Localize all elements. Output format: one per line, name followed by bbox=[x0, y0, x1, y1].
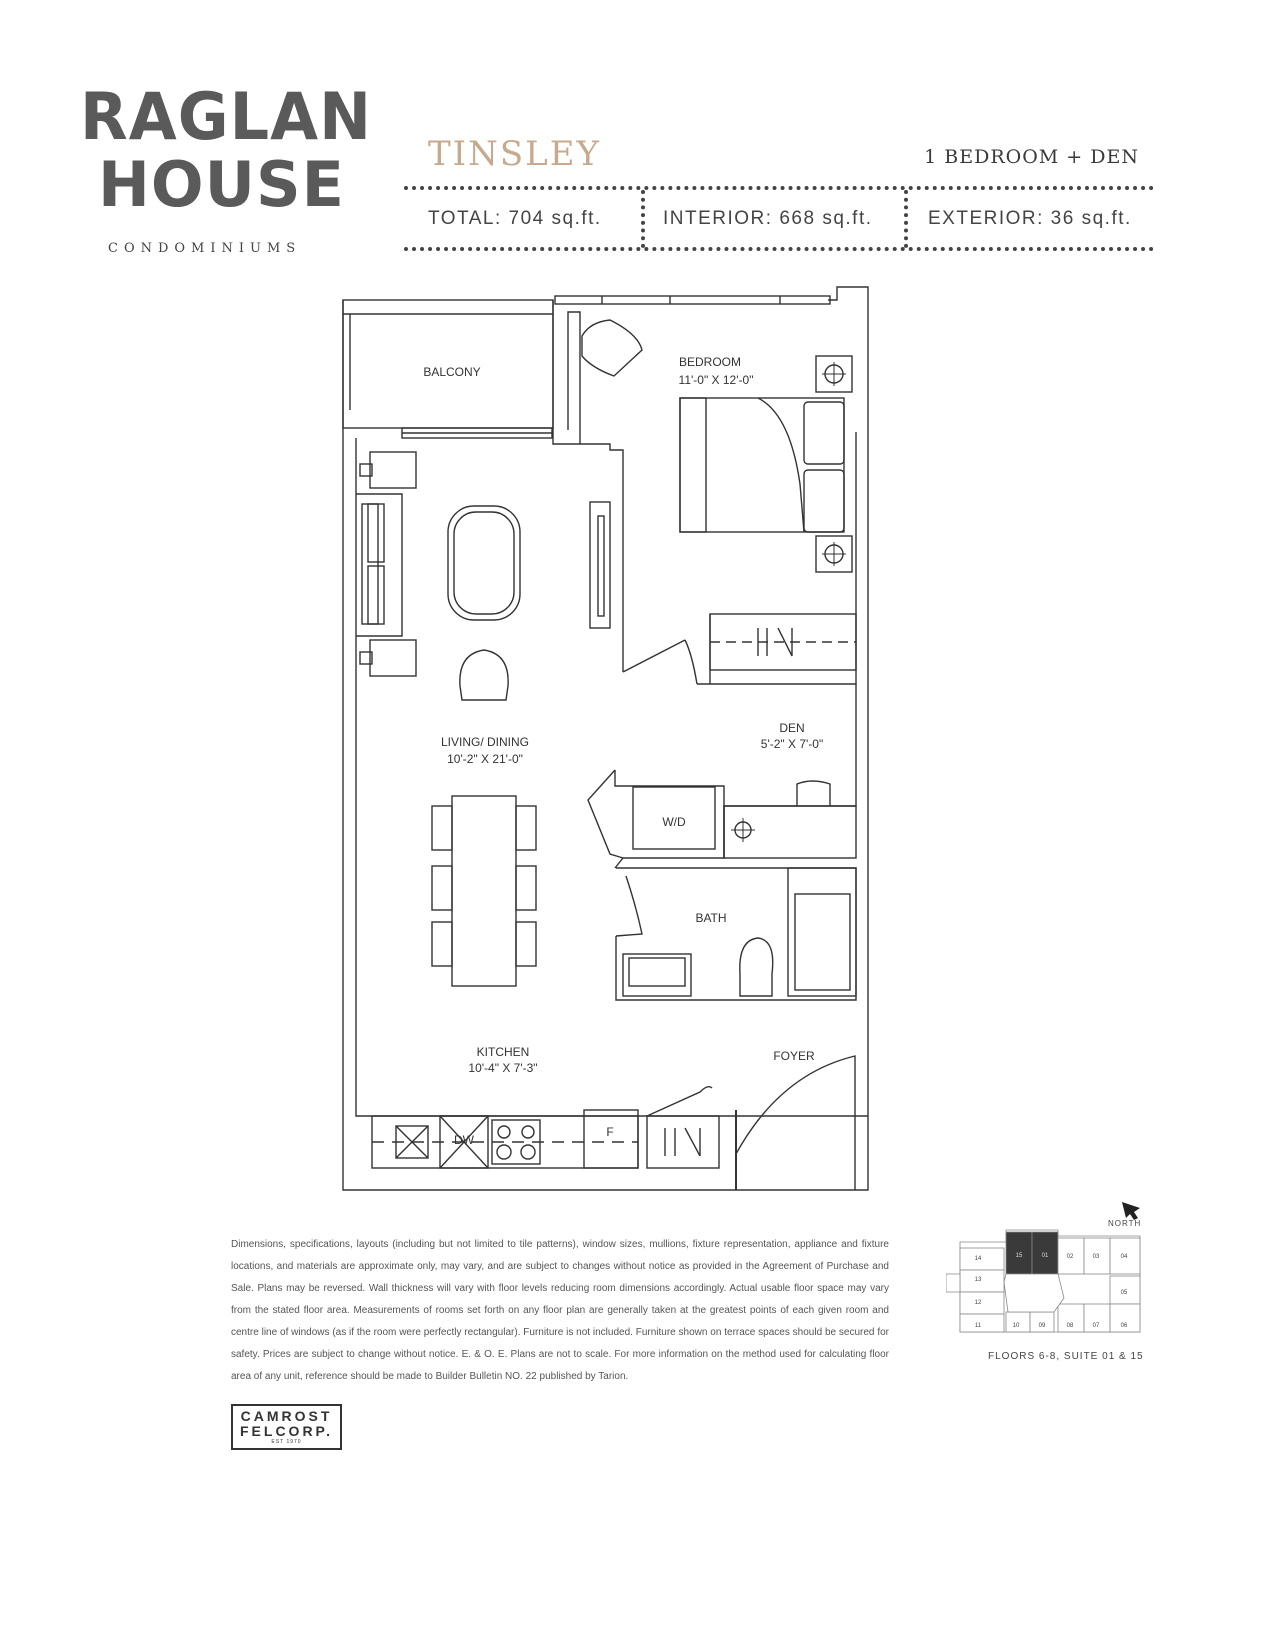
builder-logo-line2: FELCORP. bbox=[240, 1423, 333, 1439]
coffee-table bbox=[448, 506, 520, 620]
den-label: DEN bbox=[779, 721, 805, 735]
kitchen-label: KITCHEN bbox=[476, 1045, 530, 1059]
legal-disclaimer: Dimensions, specifications, layouts (including but not limited to tile patterns), window sizes, mullions, fixture representation, appliance and fixture locations, and materials are approximate only, may vary, and are subject to changes without notice as provided in the Agreement of Purchase and Sale. Plans may be reversed. Wall thickness will vary with floor levels reducing room dimensions accordingly. Actual usable floor space may vary from the stated floor area. Measurements of rooms set forth on any floor plan are generally taken at the greatest points of each given room and centre line of windows (as if the room were perfectly rectangular). Furniture is not included. Furniture shown on terrace spaces should be secured for safety. Prices are subject to change without notice. E. & O. E. Plans are not to scale. For more information on the method used for calculating floor area of any unit, reference should be made to Builder Bulletin NO. 22 published by Tarion. bbox=[231, 1239, 889, 1382]
suite-02: 02 bbox=[1066, 1254, 1074, 1260]
brand-subtitle: CONDOMINIUMS bbox=[108, 241, 302, 256]
builder-logo-line3: EST 1970 bbox=[271, 1439, 302, 1445]
suite-09: 09 bbox=[1038, 1323, 1046, 1329]
builder-logo-line1: CAMROST bbox=[240, 1408, 333, 1424]
dishwasher-label: DW bbox=[454, 1133, 474, 1147]
floor-plan bbox=[340, 284, 872, 1196]
fridge-label: F bbox=[606, 1125, 614, 1139]
living-label: LIVING/ DINING bbox=[440, 735, 530, 749]
suite-11: 11 bbox=[974, 1323, 982, 1329]
north-arrow-icon bbox=[1122, 1202, 1140, 1220]
suite-01: 01 bbox=[1041, 1253, 1049, 1259]
suite-03: 03 bbox=[1092, 1254, 1100, 1260]
side-table-bottom bbox=[370, 640, 416, 676]
suite-08: 08 bbox=[1066, 1323, 1074, 1329]
dining-table bbox=[452, 796, 516, 986]
interior-area: INTERIOR: 668 sq.ft. bbox=[663, 208, 873, 229]
brand-name-line2: HOUSE bbox=[98, 148, 345, 221]
balcony-label: BALCONY bbox=[423, 365, 481, 379]
unit-type: 1 BEDROOM + DEN bbox=[924, 146, 1139, 168]
suite-06: 06 bbox=[1120, 1323, 1128, 1329]
fridge bbox=[584, 1110, 638, 1168]
suite-07: 07 bbox=[1092, 1323, 1100, 1329]
builder-logo bbox=[231, 1404, 342, 1450]
area-divider-2 bbox=[904, 190, 908, 248]
suite-12: 12 bbox=[974, 1300, 982, 1306]
side-table-top bbox=[370, 452, 416, 488]
bathtub bbox=[788, 868, 856, 996]
suite-15: 15 bbox=[1015, 1253, 1023, 1259]
bath-label: BATH bbox=[695, 911, 727, 925]
area-divider-1 bbox=[641, 190, 645, 248]
key-plan bbox=[946, 1200, 1146, 1350]
header-divider-bottom bbox=[404, 247, 1154, 251]
exterior-area: EXTERIOR: 36 sq.ft. bbox=[928, 208, 1132, 229]
living-chair bbox=[460, 650, 508, 700]
den-chair bbox=[797, 781, 830, 806]
total-area: TOTAL: 704 sq.ft. bbox=[428, 208, 602, 229]
foyer-closet bbox=[647, 1116, 719, 1168]
suite-05: 05 bbox=[1120, 1290, 1128, 1296]
vanity bbox=[623, 954, 691, 996]
toilet bbox=[740, 938, 773, 996]
bed bbox=[680, 398, 844, 532]
entry-door bbox=[736, 1056, 855, 1190]
den-dimensions: 5'-2" X 7'-0" bbox=[760, 737, 824, 751]
brand-name-line1: RAGLAN bbox=[80, 78, 372, 155]
living-west-wall bbox=[356, 438, 868, 1116]
header-divider-top bbox=[404, 186, 1154, 190]
sofa bbox=[356, 494, 402, 636]
suite-14: 14 bbox=[974, 1256, 982, 1262]
wd-label: W/D bbox=[662, 815, 686, 829]
kitchen-dimensions: 10'-4" X 7'-3" bbox=[468, 1061, 538, 1075]
suite-10: 10 bbox=[1012, 1323, 1020, 1329]
suite-13: 13 bbox=[974, 1277, 982, 1283]
balcony-outline bbox=[343, 300, 553, 428]
north-label: NORTH bbox=[1108, 1219, 1142, 1228]
bath-wall bbox=[616, 868, 856, 1000]
living-dimensions: 10'-2" X 21'-0" bbox=[447, 752, 523, 766]
foyer-label: FOYER bbox=[773, 1049, 815, 1063]
suite-name: TINSLEY bbox=[428, 134, 601, 174]
bedroom-chair bbox=[582, 320, 642, 376]
bedroom-dimensions: 11'-0" X 12'-0" bbox=[678, 373, 754, 387]
suite-04: 04 bbox=[1120, 1254, 1128, 1260]
bedroom-window bbox=[555, 296, 830, 304]
keyplan-caption: FLOORS 6-8, SUITE 01 & 15 bbox=[988, 1351, 1144, 1362]
bedroom-label: BEDROOM bbox=[678, 355, 742, 369]
tv-console bbox=[590, 502, 610, 628]
bedroom-west-wall bbox=[580, 444, 623, 672]
den-desk bbox=[724, 806, 856, 858]
